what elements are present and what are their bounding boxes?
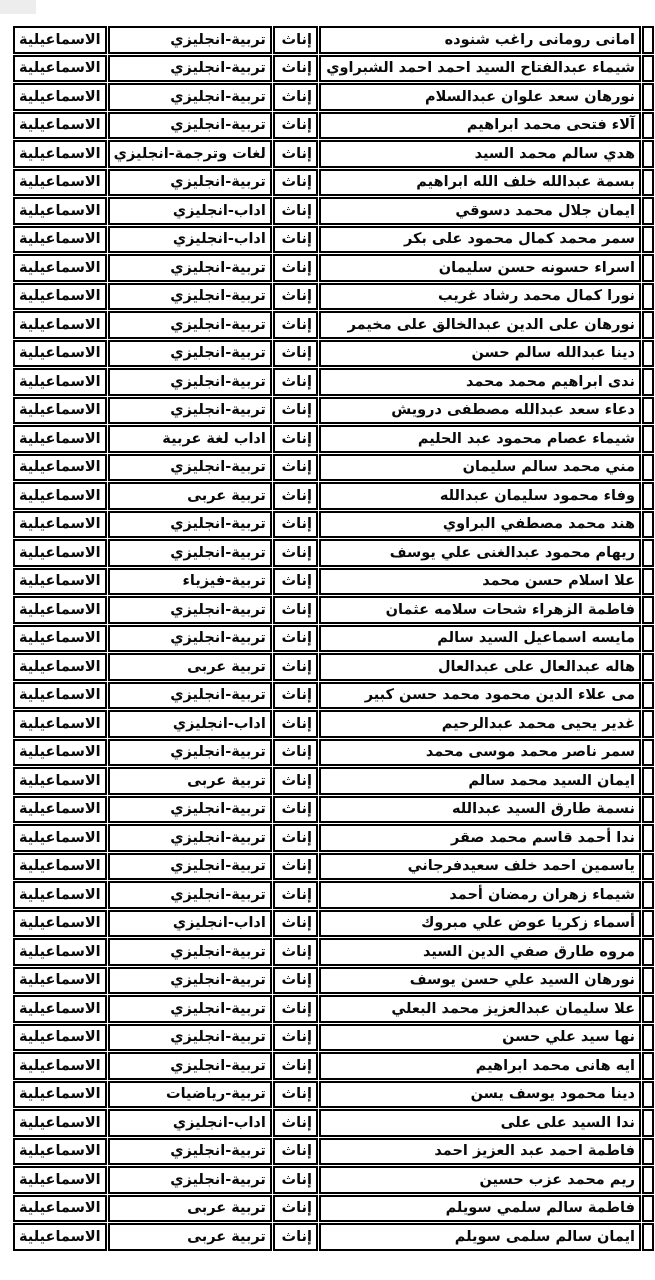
name-cell: مني محمد سالم سليمان (319, 454, 641, 482)
serial-cell-cropped (642, 1024, 654, 1052)
table-row (13, 55, 654, 83)
table-row (13, 283, 654, 311)
name-cell: دينا محمود يوسف يسن (319, 1081, 641, 1109)
gender-cell: إناث (273, 140, 318, 168)
name-cell: دينا عبدالله سالم حسن (319, 340, 641, 368)
serial-cell-cropped (642, 254, 654, 282)
serial-cell-cropped (642, 910, 654, 938)
governorate-cell: الاسماعيلية (13, 824, 107, 852)
qualification-cell: تربية-انجليزي (108, 739, 272, 767)
governorate-cell: الاسماعيلية (13, 311, 107, 339)
qualification-cell: تربية-انجليزي (108, 682, 272, 710)
qualification-cell: تربية-رياضيات (108, 1081, 272, 1109)
qualification-cell: تربية-انجليزي (108, 967, 272, 995)
serial-cell-cropped (642, 454, 654, 482)
gender-cell: إناث (273, 739, 318, 767)
name-cell: ايمان السيد محمد سالم (319, 767, 641, 795)
gender-cell: إناث (273, 596, 318, 624)
name-cell: علا اسلام حسن محمد (319, 568, 641, 596)
serial-cell-cropped (642, 112, 654, 140)
serial-cell-cropped (642, 653, 654, 681)
qualification-cell: تربية-انجليزي (108, 824, 272, 852)
serial-cell-cropped (642, 83, 654, 111)
name-cell: مى علاء الدين محمود محمد حسن كبير (319, 682, 641, 710)
governorate-cell: الاسماعيلية (13, 397, 107, 425)
name-cell: شيماء عصام محمود عبد الحليم (319, 425, 641, 453)
name-cell: شيماء زهران رمضان أحمد (319, 881, 641, 909)
name-cell: نورا كمال محمد رشاد غريب (319, 283, 641, 311)
table-row (13, 682, 654, 710)
table-row (13, 340, 654, 368)
name-cell: نورهان السيد علي حسن يوسف (319, 967, 641, 995)
name-cell: فاطمة سالم سلمي سويلم (319, 1195, 641, 1223)
governorate-cell: الاسماعيلية (13, 995, 107, 1023)
name-cell: سمر محمد كمال محمود على بكر (319, 226, 641, 254)
table-row (13, 482, 654, 510)
gender-cell: إناث (273, 938, 318, 966)
gender-cell: إناث (273, 1081, 318, 1109)
table-row (13, 767, 654, 795)
gender-cell: إناث (273, 1223, 318, 1251)
table-row (13, 1223, 654, 1251)
serial-cell-cropped (642, 55, 654, 83)
gender-cell: إناث (273, 83, 318, 111)
gender-cell: إناث (273, 796, 318, 824)
serial-cell-cropped (642, 824, 654, 852)
qualification-cell: تربية-انجليزي (108, 625, 272, 653)
table-row (13, 625, 654, 653)
name-cell: نها سيد علي حسن (319, 1024, 641, 1052)
qualification-cell: تربية-انجليزي (108, 311, 272, 339)
governorate-cell: الاسماعيلية (13, 853, 107, 881)
serial-cell-cropped (642, 1166, 654, 1194)
qualification-cell: اداب-انجليزي (108, 1109, 272, 1137)
serial-cell-cropped (642, 625, 654, 653)
table-row (13, 596, 654, 624)
governorate-cell: الاسماعيلية (13, 454, 107, 482)
serial-cell-cropped (642, 995, 654, 1023)
governorate-cell: الاسماعيلية (13, 1138, 107, 1166)
serial-cell-cropped (642, 425, 654, 453)
name-cell: ندا السيد على على (319, 1109, 641, 1137)
table-row (13, 938, 654, 966)
table-row (13, 1166, 654, 1194)
governorate-cell: الاسماعيلية (13, 625, 107, 653)
governorate-cell: الاسماعيلية (13, 482, 107, 510)
qualification-cell: اداب-انجليزي (108, 197, 272, 225)
scan-artifact (0, 0, 36, 14)
name-cell: آلاء فتحى محمد ابراهيم (319, 112, 641, 140)
governorate-cell: الاسماعيلية (13, 682, 107, 710)
governorate-cell: الاسماعيلية (13, 1195, 107, 1223)
table-row (13, 169, 654, 197)
gender-cell: إناث (273, 55, 318, 83)
table-row (13, 197, 654, 225)
qualification-cell: تربية-انجليزي (108, 83, 272, 111)
table-row (13, 796, 654, 824)
governorate-cell: الاسماعيلية (13, 653, 107, 681)
qualification-cell: تربية عربى (108, 482, 272, 510)
name-cell: نسمة طارق السيد عبدالله (319, 796, 641, 824)
table-row (13, 739, 654, 767)
name-cell: فاطمة احمد عبد العزيز احمد (319, 1138, 641, 1166)
table-row (13, 881, 654, 909)
name-cell: ندى ابراهيم محمد محمد (319, 368, 641, 396)
governorate-cell: الاسماعيلية (13, 596, 107, 624)
governorate-cell: الاسماعيلية (13, 796, 107, 824)
governorate-cell: الاسماعيلية (13, 938, 107, 966)
serial-cell-cropped (642, 568, 654, 596)
qualification-cell: تربية-انجليزي (108, 169, 272, 197)
serial-cell-cropped (642, 397, 654, 425)
gender-cell: إناث (273, 710, 318, 738)
qualification-cell: اداب-انجليزي (108, 710, 272, 738)
qualification-cell: تربية-انجليزي (108, 938, 272, 966)
qualification-cell: تربية-انجليزي (108, 1138, 272, 1166)
table-row (13, 710, 654, 738)
serial-cell-cropped (642, 796, 654, 824)
gender-cell: إناث (273, 511, 318, 539)
name-cell: مايسه اسماعيل السيد سالم (319, 625, 641, 653)
table-row (13, 824, 654, 852)
gender-cell: إناث (273, 454, 318, 482)
gender-cell: إناث (273, 539, 318, 567)
name-cell: فاطمة الزهراء شحات سلامه عثمان (319, 596, 641, 624)
gender-cell: إناث (273, 568, 318, 596)
table-row (13, 1109, 654, 1137)
qualification-cell: تربية-انجليزي (108, 995, 272, 1023)
table-row (13, 539, 654, 567)
governorate-cell: الاسماعيلية (13, 1223, 107, 1251)
qualification-cell: تربية-انجليزي (108, 853, 272, 881)
serial-cell-cropped (642, 283, 654, 311)
table-row (13, 967, 654, 995)
governorate-cell: الاسماعيلية (13, 767, 107, 795)
name-cell: امانى رومانى راغب شنوده (319, 26, 641, 54)
name-cell: غدير يحيى محمد عبدالرحيم (319, 710, 641, 738)
gender-cell: إناث (273, 824, 318, 852)
table-row (13, 454, 654, 482)
governorate-cell: الاسماعيلية (13, 226, 107, 254)
serial-cell-cropped (642, 739, 654, 767)
qualification-cell: لغات وترجمة-انجليزي (108, 140, 272, 168)
table-row (13, 1081, 654, 1109)
table-row (13, 1024, 654, 1052)
serial-cell-cropped (642, 853, 654, 881)
roster-table-container (12, 25, 655, 1252)
governorate-cell: الاسماعيلية (13, 1024, 107, 1052)
name-cell: ريم محمد عزب حسين (319, 1166, 641, 1194)
name-cell: أسماء زكريا عوض علي مبروك (319, 910, 641, 938)
table-row (13, 995, 654, 1023)
gender-cell: إناث (273, 1052, 318, 1080)
gender-cell: إناث (273, 910, 318, 938)
serial-cell-cropped (642, 340, 654, 368)
qualification-cell: تربية-انجليزي (108, 283, 272, 311)
qualification-cell: تربية-انجليزي (108, 1052, 272, 1080)
gender-cell: إناث (273, 26, 318, 54)
qualification-cell: تربية-انجليزي (108, 454, 272, 482)
serial-cell-cropped (642, 140, 654, 168)
gender-cell: إناث (273, 425, 318, 453)
serial-cell-cropped (642, 169, 654, 197)
name-cell: علا سليمان عبدالعزيز محمد البعلي (319, 995, 641, 1023)
qualification-cell: تربية عربى (108, 1195, 272, 1223)
table-row (13, 425, 654, 453)
governorate-cell: الاسماعيلية (13, 539, 107, 567)
qualification-cell: تربية-انجليزي (108, 539, 272, 567)
governorate-cell: الاسماعيلية (13, 197, 107, 225)
name-cell: هند محمد مصطفي البراوي (319, 511, 641, 539)
qualification-cell: تربية-انجليزي (108, 340, 272, 368)
gender-cell: إناث (273, 1138, 318, 1166)
qualification-cell: تربية-انجليزي (108, 511, 272, 539)
name-cell: بسمة عبدالله خلف الله ابراهيم (319, 169, 641, 197)
serial-cell-cropped (642, 1052, 654, 1080)
qualification-cell: تربية-انجليزي (108, 796, 272, 824)
gender-cell: إناث (273, 368, 318, 396)
governorate-cell: الاسماعيلية (13, 1109, 107, 1137)
qualification-cell: تربية-انجليزي (108, 368, 272, 396)
name-cell: نورهان سعد علوان عبدالسلام (319, 83, 641, 111)
table-row (13, 311, 654, 339)
table-row (13, 112, 654, 140)
serial-cell-cropped (642, 682, 654, 710)
gender-cell: إناث (273, 1166, 318, 1194)
gender-cell: إناث (273, 340, 318, 368)
governorate-cell: الاسماعيلية (13, 739, 107, 767)
governorate-cell: الاسماعيلية (13, 254, 107, 282)
table-row (13, 26, 654, 54)
name-cell: نورهان على الدين عبدالخالق على مخيمر (319, 311, 641, 339)
governorate-cell: الاسماعيلية (13, 425, 107, 453)
serial-cell-cropped (642, 511, 654, 539)
table-row (13, 910, 654, 938)
qualification-cell: تربية عربى (108, 653, 272, 681)
gender-cell: إناث (273, 1109, 318, 1137)
governorate-cell: الاسماعيلية (13, 169, 107, 197)
roster-table (12, 25, 655, 1252)
gender-cell: إناث (273, 653, 318, 681)
serial-cell-cropped (642, 311, 654, 339)
serial-cell-cropped (642, 710, 654, 738)
qualification-cell: تربية-انجليزي (108, 1024, 272, 1052)
gender-cell: إناث (273, 995, 318, 1023)
governorate-cell: الاسماعيلية (13, 1166, 107, 1194)
table-row (13, 254, 654, 282)
governorate-cell: الاسماعيلية (13, 340, 107, 368)
governorate-cell: الاسماعيلية (13, 568, 107, 596)
serial-cell-cropped (642, 1223, 654, 1251)
governorate-cell: الاسماعيلية (13, 967, 107, 995)
serial-cell-cropped (642, 881, 654, 909)
table-row (13, 226, 654, 254)
table-row (13, 568, 654, 596)
name-cell: سمر ناصر محمد موسى محمد (319, 739, 641, 767)
gender-cell: إناث (273, 881, 318, 909)
table-row (13, 83, 654, 111)
table-body (13, 26, 654, 1251)
table-row (13, 1138, 654, 1166)
name-cell: ياسمين احمد خلف سعيدفرجاني (319, 853, 641, 881)
gender-cell: إناث (273, 1024, 318, 1052)
qualification-cell: تربية-انجليزي (108, 26, 272, 54)
gender-cell: إناث (273, 1195, 318, 1223)
governorate-cell: الاسماعيلية (13, 283, 107, 311)
serial-cell-cropped (642, 1109, 654, 1137)
governorate-cell: الاسماعيلية (13, 881, 107, 909)
name-cell: وفاء محمود سليمان عبدالله (319, 482, 641, 510)
governorate-cell: الاسماعيلية (13, 511, 107, 539)
gender-cell: إناث (273, 169, 318, 197)
gender-cell: إناث (273, 226, 318, 254)
governorate-cell: الاسماعيلية (13, 83, 107, 111)
gender-cell: إناث (273, 967, 318, 995)
serial-cell-cropped (642, 482, 654, 510)
table-row (13, 368, 654, 396)
qualification-cell: تربية-انجليزي (108, 596, 272, 624)
governorate-cell: الاسماعيلية (13, 910, 107, 938)
qualification-cell: تربية-فيزياء (108, 568, 272, 596)
qualification-cell: تربية عربى (108, 767, 272, 795)
gender-cell: إناث (273, 482, 318, 510)
serial-cell-cropped (642, 226, 654, 254)
governorate-cell: الاسماعيلية (13, 112, 107, 140)
gender-cell: إناث (273, 853, 318, 881)
name-cell: مروه طارق صفي الدين السيد (319, 938, 641, 966)
gender-cell: إناث (273, 112, 318, 140)
serial-cell-cropped (642, 938, 654, 966)
serial-cell-cropped (642, 596, 654, 624)
gender-cell: إناث (273, 767, 318, 795)
serial-cell-cropped (642, 539, 654, 567)
table-row (13, 853, 654, 881)
table-row (13, 397, 654, 425)
gender-cell: إناث (273, 197, 318, 225)
qualification-cell: تربية-انجليزي (108, 112, 272, 140)
qualification-cell: اداب لغة عربية (108, 425, 272, 453)
serial-cell-cropped (642, 26, 654, 54)
name-cell: دعاء سعد عبدالله مصطفى درويش (319, 397, 641, 425)
serial-cell-cropped (642, 1195, 654, 1223)
name-cell: هدي سالم محمد السيد (319, 140, 641, 168)
table-row (13, 1052, 654, 1080)
qualification-cell: تربية-انجليزي (108, 397, 272, 425)
table-row (13, 511, 654, 539)
name-cell: ندا أحمد قاسم محمد صقر (319, 824, 641, 852)
name-cell: هاله عبدالعال على عبدالعال (319, 653, 641, 681)
qualification-cell: تربية-انجليزي (108, 881, 272, 909)
serial-cell-cropped (642, 368, 654, 396)
gender-cell: إناث (273, 311, 318, 339)
table-row (13, 653, 654, 681)
gender-cell: إناث (273, 397, 318, 425)
serial-cell-cropped (642, 967, 654, 995)
name-cell: اسراء حسونه حسن سليمان (319, 254, 641, 282)
qualification-cell: اداب-انجليزي (108, 226, 272, 254)
governorate-cell: الاسماعيلية (13, 1081, 107, 1109)
governorate-cell: الاسماعيلية (13, 140, 107, 168)
qualification-cell: تربية-انجليزي (108, 254, 272, 282)
gender-cell: إناث (273, 283, 318, 311)
qualification-cell: تربية-انجليزي (108, 1166, 272, 1194)
gender-cell: إناث (273, 625, 318, 653)
table-row (13, 1195, 654, 1223)
gender-cell: إناث (273, 254, 318, 282)
name-cell: شيماء عبدالفتاح السيد احمد احمد الشبراوي (319, 55, 641, 83)
gender-cell: إناث (273, 682, 318, 710)
name-cell: ايه هانى محمد ابراهيم (319, 1052, 641, 1080)
qualification-cell: اداب-انجليزي (108, 910, 272, 938)
qualification-cell: تربية عربى (108, 1223, 272, 1251)
serial-cell-cropped (642, 1081, 654, 1109)
name-cell: ريهام محمود عبدالغنى علي يوسف (319, 539, 641, 567)
governorate-cell: الاسماعيلية (13, 26, 107, 54)
qualification-cell: تربية-انجليزي (108, 55, 272, 83)
table-row (13, 140, 654, 168)
name-cell: ايمان جلال محمد دسوقي (319, 197, 641, 225)
governorate-cell: الاسماعيلية (13, 710, 107, 738)
name-cell: ايمان سالم سلمى سويلم (319, 1223, 641, 1251)
serial-cell-cropped (642, 197, 654, 225)
governorate-cell: الاسماعيلية (13, 55, 107, 83)
governorate-cell: الاسماعيلية (13, 368, 107, 396)
serial-cell-cropped (642, 767, 654, 795)
serial-cell-cropped (642, 1138, 654, 1166)
governorate-cell: الاسماعيلية (13, 1052, 107, 1080)
